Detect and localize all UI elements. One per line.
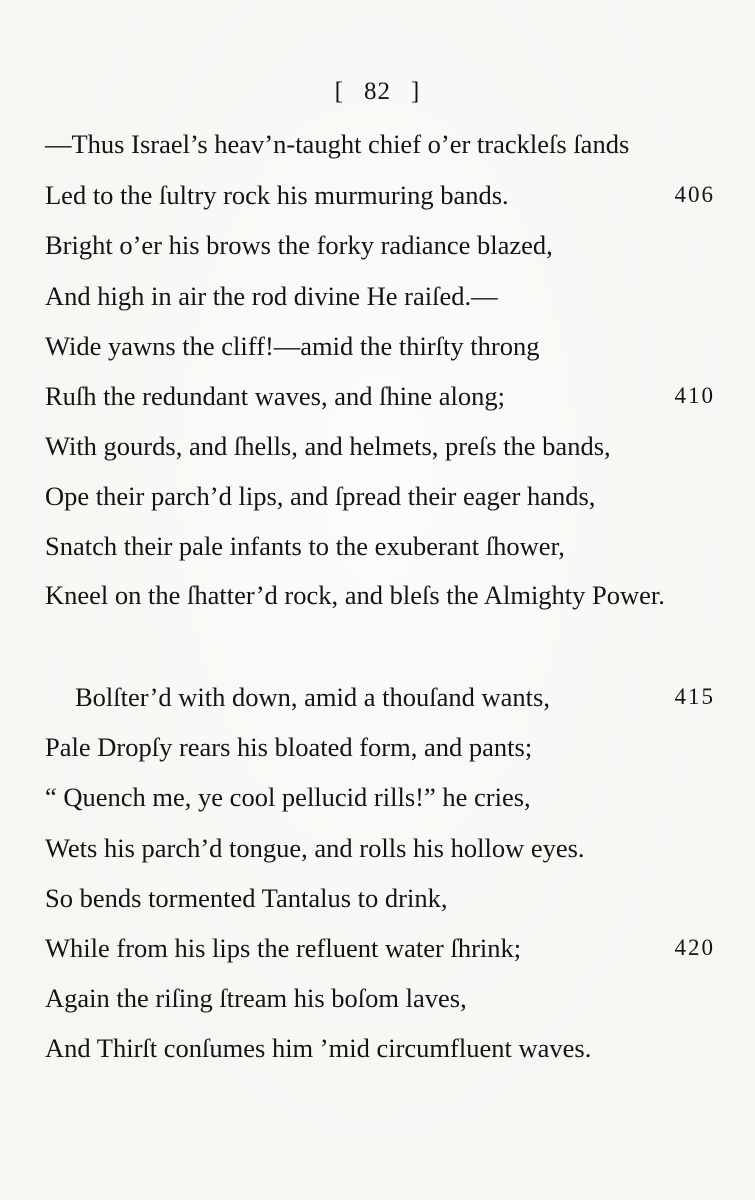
bracket-close: ]	[411, 78, 421, 105]
bracket-open: [	[334, 78, 344, 105]
line-number: 420	[674, 935, 715, 960]
line-number: 406	[674, 182, 715, 207]
poem-line	[45, 575, 715, 615]
poem-line	[45, 276, 715, 316]
line-text: Wide yawns the cliff!—amid the thirſty throng	[45, 331, 540, 361]
poem-line	[45, 878, 715, 918]
line-text: With gourds, and ſhells, and helmets, preſs the bands,	[45, 431, 611, 461]
page-number	[0, 78, 755, 106]
poem-line	[45, 1028, 715, 1068]
poem-line	[45, 777, 715, 817]
line-text: —Thus Israel’s heav’n-taught chief o’er trackleſs ſands	[45, 129, 630, 159]
poem-line	[45, 426, 715, 466]
poem-line	[45, 677, 715, 717]
poem-line	[45, 326, 715, 366]
poem-line	[45, 828, 715, 868]
line-text: Wets his parch’d tongue, and rolls his hollow eyes.	[45, 833, 585, 863]
line-text: Snatch their pale infants to the exuberant ſhower,	[45, 531, 565, 561]
line-text: So bends tormented Tantalus to drink,	[45, 883, 448, 913]
line-text: Ope their parch’d lips, and ſpread their eager hands,	[45, 481, 596, 511]
poem-line	[45, 124, 715, 164]
line-text: Kneel on the ſhatter’d rock, and bleſs the Almighty Power.	[45, 580, 665, 610]
line-number: 410	[674, 383, 715, 408]
page-number-value: 82	[364, 78, 391, 105]
line-text: Again the riſing ſtream his boſom laves,	[45, 983, 467, 1013]
poem-line	[45, 175, 715, 215]
line-text: Bolſter’d with down, amid a thouſand wants,	[75, 682, 550, 712]
poem-line	[45, 526, 715, 566]
line-text: “ Quench me, ye cool pellucid rills!” he cries,	[45, 782, 531, 812]
line-text: And high in air the rod divine He raiſed.—	[45, 281, 498, 311]
poem-line	[45, 225, 715, 265]
line-number: 415	[674, 684, 715, 709]
line-text: And Thirſt conſumes him ’mid circumfluent waves.	[45, 1033, 592, 1063]
line-text: Ruſh the redundant waves, and ſhine along;	[45, 381, 505, 411]
poem-line	[45, 376, 715, 416]
poem-line	[45, 978, 715, 1018]
poem-line	[45, 476, 715, 516]
line-text: Pale Dropſy rears his bloated form, and pants;	[45, 732, 533, 762]
poem-line	[45, 928, 715, 968]
line-text: Bright o’er his brows the forky radiance blazed,	[45, 230, 553, 260]
line-text: Led to the ſultry rock his murmuring bands.	[45, 180, 509, 210]
line-text: While from his lips the refluent water ſhrink;	[45, 933, 522, 963]
poem-line	[45, 727, 715, 767]
